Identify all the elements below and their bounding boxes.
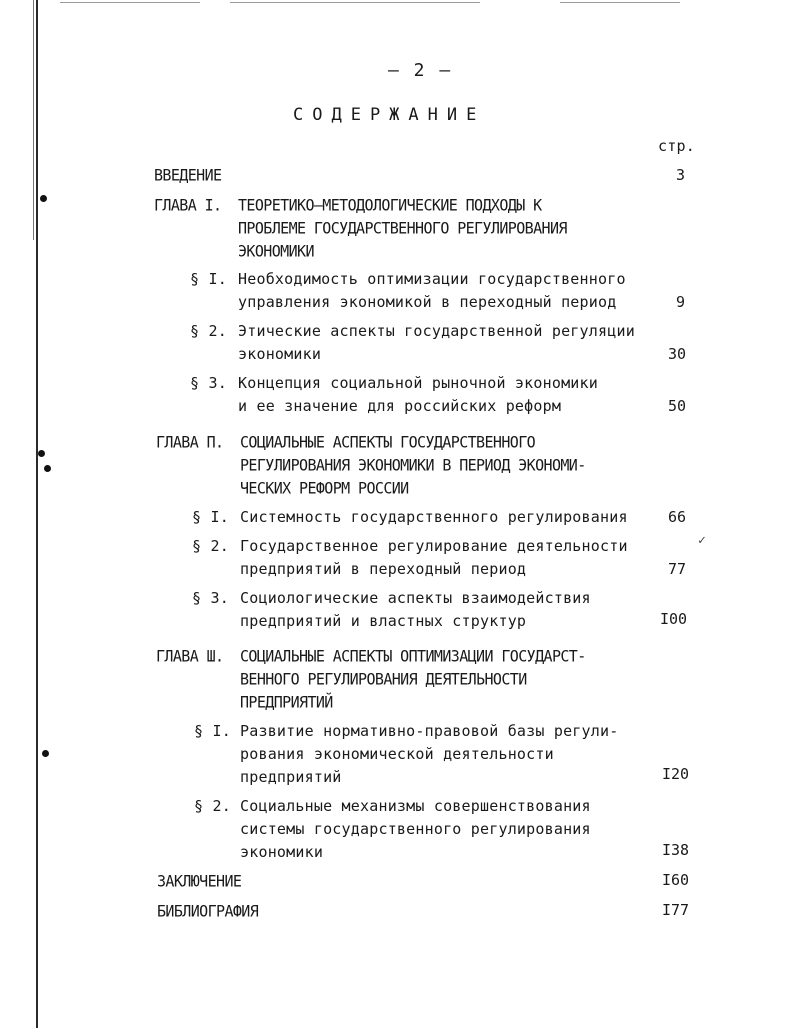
toc-chapter-label: ГЛАВА Ш. (156, 647, 224, 666)
toc-entry-title: РЕГУЛИРОВАНИЯ ЭКОНОМИКИ В ПЕРИОД ЭКОНОМИ- (240, 456, 586, 475)
toc-entry-title: ЗАКЛЮЧЕНИЕ (157, 872, 242, 891)
binder-hole-mark (40, 195, 47, 202)
toc-page-number: I00 (660, 610, 688, 628)
scan-top-line (230, 2, 480, 3)
toc-chapter-label: ГЛАВА П. (156, 433, 224, 452)
toc-entry-title: и ее значение для российских реформ (238, 397, 562, 415)
toc-entry-title: ЧЕСКИХ РЕФОРМ РОССИИ (240, 479, 409, 498)
toc-chapter-label: ГЛАВА I. (154, 196, 222, 215)
toc-entry-title: Развитие нормативно-правовой базы регули- (240, 722, 619, 740)
toc-entry-title: ВВЕДЕНИЕ (154, 166, 222, 185)
toc-entry-title: ТЕОРЕТИКО–МЕТОДОЛОГИЧЕСКИЕ ПОДХОДЫ К (238, 196, 542, 215)
toc-page-number: 30 (668, 345, 687, 363)
scan-edge-line-faint (33, 0, 34, 240)
toc-page-number: 9 (676, 293, 686, 311)
scan-top-line (60, 2, 200, 3)
toc-section-label: § 2. (194, 797, 231, 815)
binder-hole-mark (38, 450, 45, 457)
toc-entry-title: экономики (240, 843, 324, 861)
toc-entry-title: СОЦИАЛЬНЫЕ АСПЕКТЫ ОПТИМИЗАЦИИ ГОСУДАРСТ- (240, 647, 586, 666)
toc-entry-title: предприятий и властных структур (240, 612, 527, 630)
toc-entry-title: Социологические аспекты взаимодействия (240, 589, 591, 607)
toc-entry-title: Этические аспекты государственной регуляции (238, 322, 635, 340)
toc-section-label: § I. (190, 270, 227, 288)
toc-entry-title: предприятий (240, 768, 342, 786)
toc-section-label: § 3. (192, 589, 229, 607)
toc-entry-title: БИБЛИОГРАФИЯ (157, 902, 259, 921)
toc-entry-title: экономики (238, 345, 322, 363)
toc-entry-title: Системность государственного регулирования (240, 508, 628, 526)
page-number: – 2 – (388, 60, 453, 81)
toc-entry-title: предприятий в переходный период (240, 560, 527, 578)
toc-page-number: I77 (662, 901, 690, 919)
toc-section-label: § I. (192, 508, 229, 526)
toc-entry-title: ПРЕДПРИЯТИЙ (240, 693, 333, 712)
toc-entry-title: ЭКОНОМИКИ (238, 242, 314, 261)
toc-page-number: I38 (662, 841, 690, 859)
toc-section-label: § I. (194, 722, 231, 740)
toc-page-number: 3 (676, 166, 686, 184)
toc-entry-title: ВЕННОГО РЕГУЛИРОВАНИЯ ДЕЯТЕЛЬНОСТИ (240, 670, 527, 689)
toc-section-label: § 2. (192, 537, 229, 555)
toc-entry-title: системы государственного регулирования (240, 820, 591, 838)
toc-entry-title: рования экономической деятельности (240, 745, 554, 763)
check-mark: ✓ (698, 533, 707, 548)
toc-section-label: § 3. (190, 374, 227, 392)
scan-edge-line (36, 0, 38, 1028)
toc-section-label: § 2. (190, 322, 227, 340)
toc-page-number: 77 (668, 560, 687, 578)
toc-entry-title: Необходимость оптимизации государственного (238, 270, 626, 288)
toc-entry-title: ПРОБЛЕМЕ ГОСУДАРСТВЕННОГО РЕГУЛИРОВАНИЯ (238, 219, 567, 238)
toc-entry-title: СОЦИАЛЬНЫЕ АСПЕКТЫ ГОСУДАРСТВЕННОГО (240, 433, 536, 452)
scan-top-line (560, 2, 680, 3)
toc-page-number: 66 (668, 508, 687, 526)
binder-hole-mark (42, 750, 49, 757)
toc-page-number: I60 (662, 871, 690, 889)
toc-page-number: 50 (668, 397, 687, 415)
toc-entry-title: Социальные механизмы совершенствования (240, 797, 591, 815)
toc-page-number: I20 (662, 765, 690, 783)
toc-entry-title: Концепция социальной рыночной экономики (238, 374, 598, 392)
toc-entry-title: Государственное регулирование деятельности (240, 537, 628, 555)
binder-hole-mark (44, 465, 51, 472)
page-column-label: стр. (658, 137, 695, 155)
page-title: СОДЕРЖАНИЕ (293, 105, 486, 125)
toc-entry-title: управления экономикой в переходный период (238, 293, 617, 311)
